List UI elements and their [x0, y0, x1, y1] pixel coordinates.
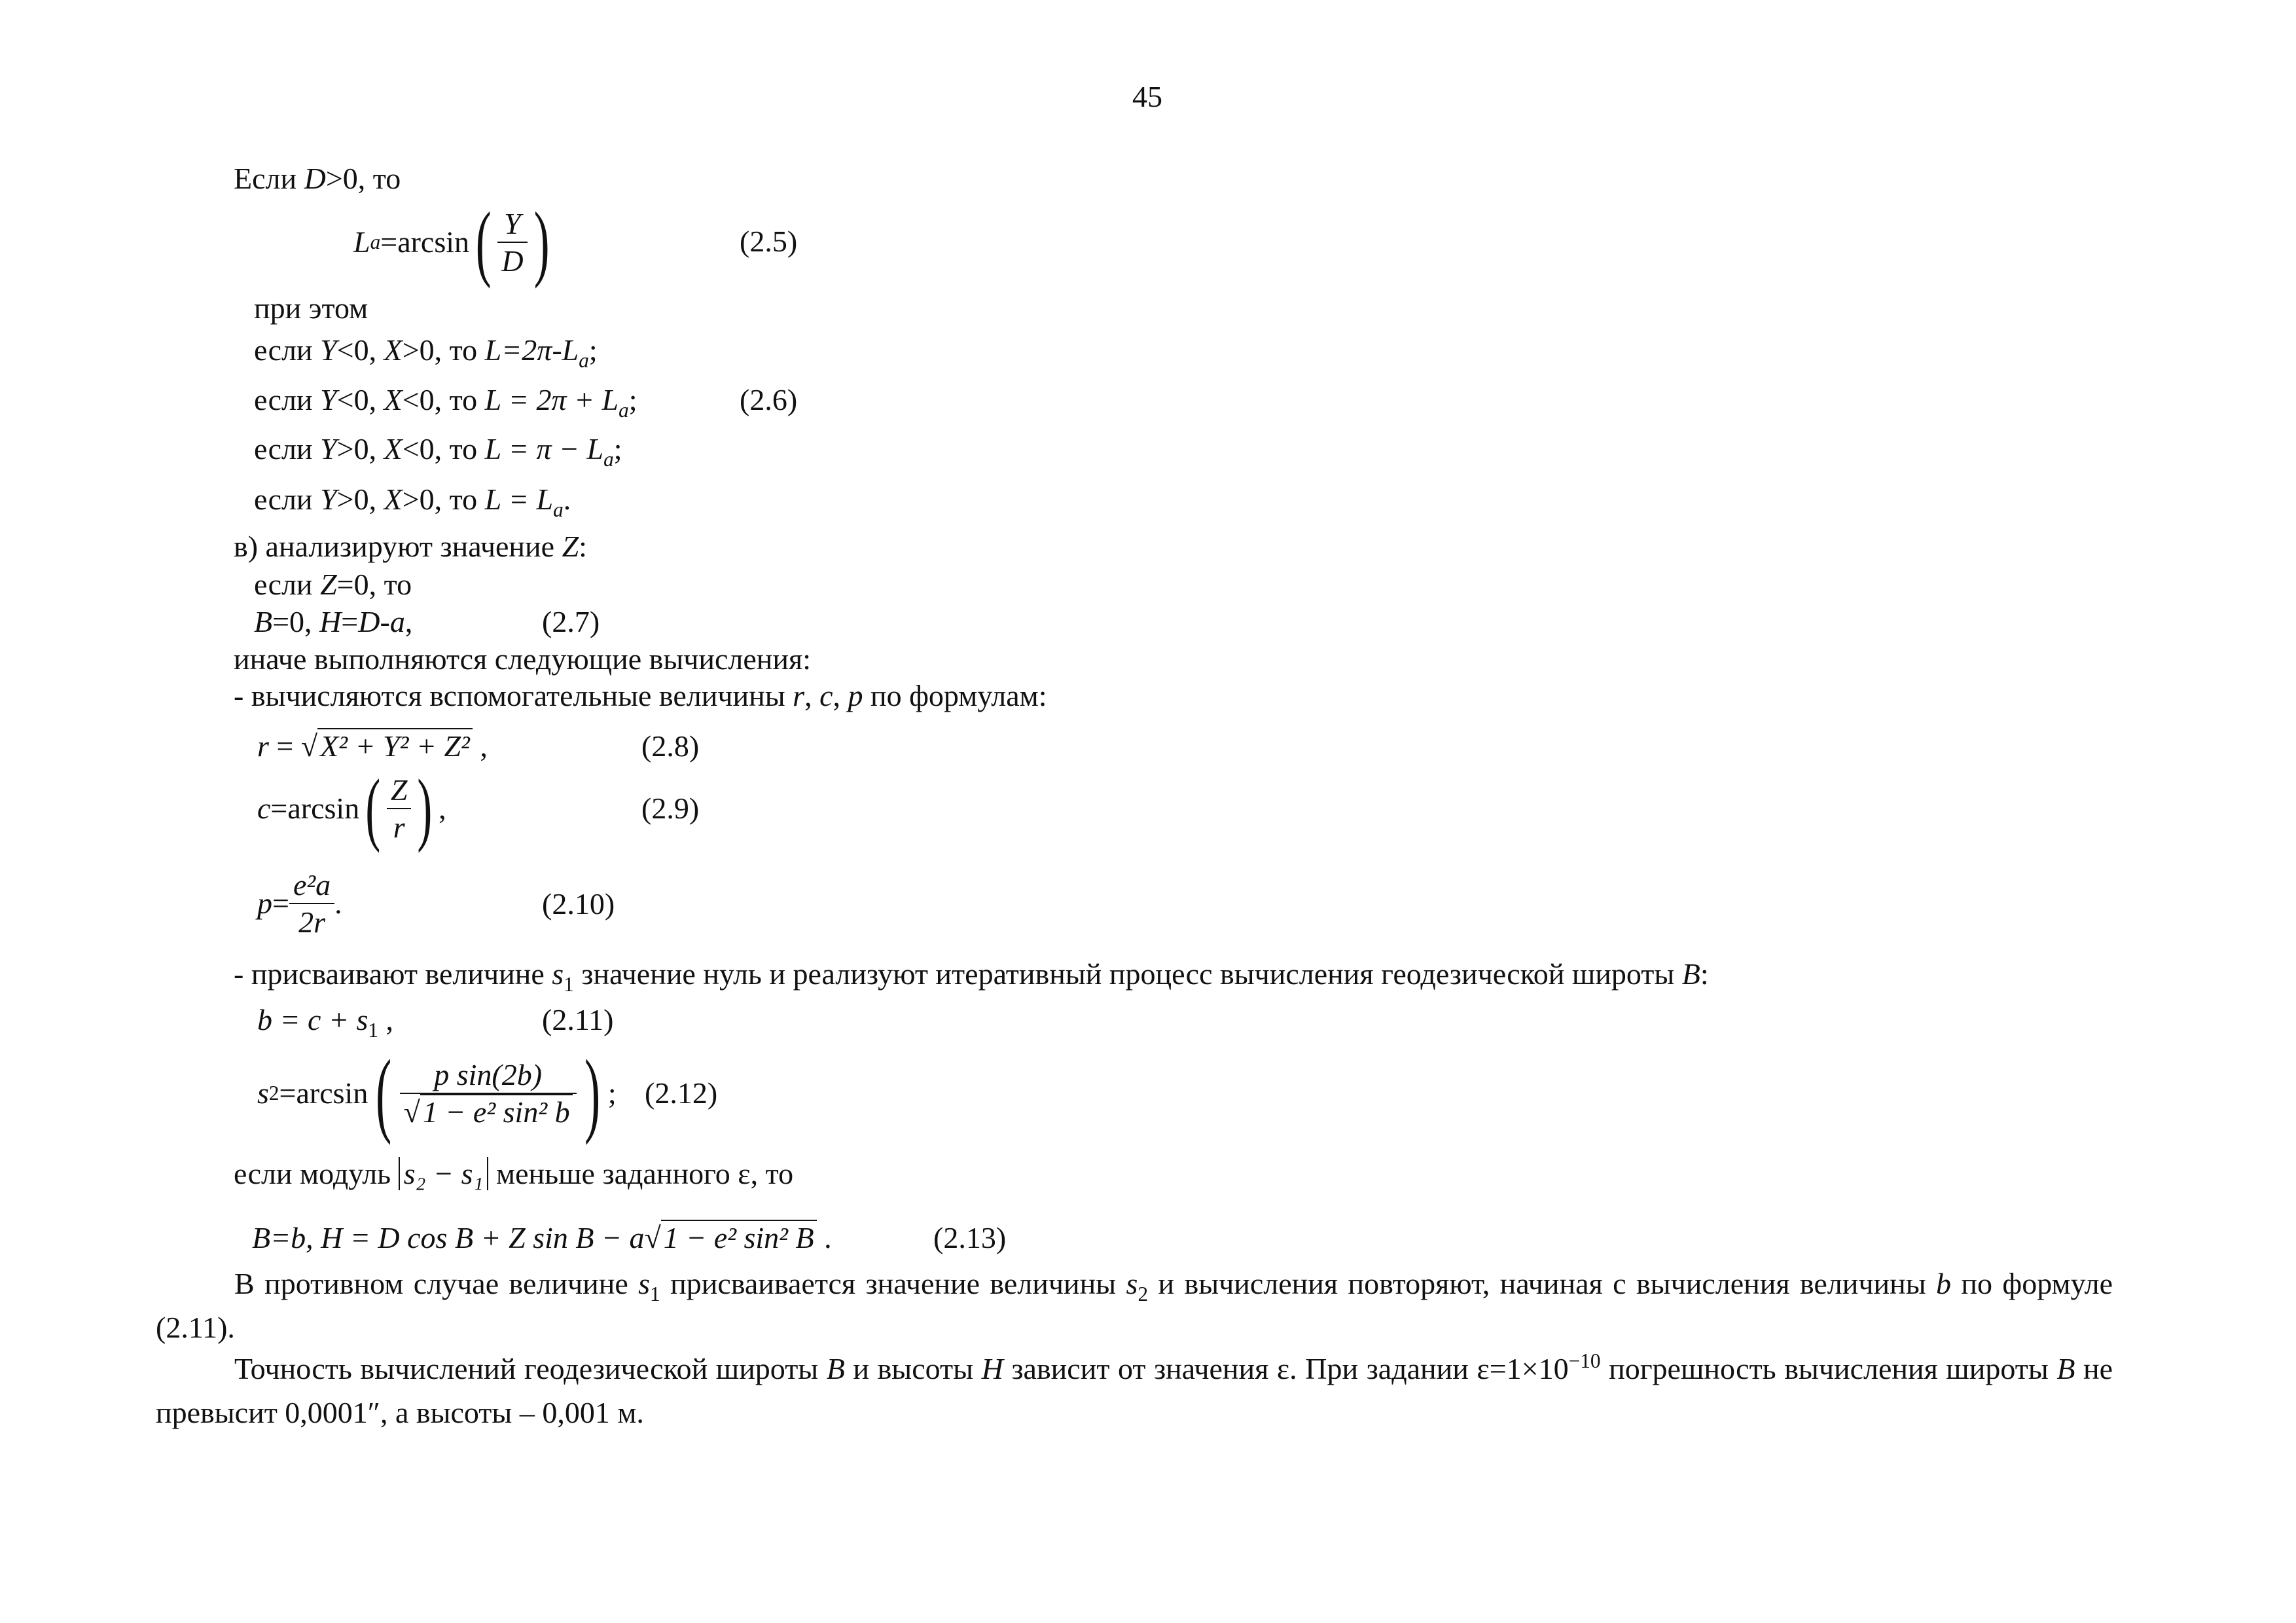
condition-line: Если D>0, то	[234, 162, 401, 195]
paragraph-accuracy: Точность вычислений геодезической широты B и высоты H зависит от значения ε. При задании $\varepsilon=1\times 10^{-10}$ погрешность вычисления широты B не превысит 0,0001″, а высоты – 0,001 м.	[156, 1349, 2113, 1429]
pri-etom: при этом	[254, 291, 368, 325]
equation-number-2-13: (2.13)	[933, 1221, 1007, 1254]
z-zero-line: если Z=0, то	[254, 568, 412, 601]
equation-2-7: B=0, H=D-a,	[254, 605, 413, 638]
sqrt-sign: √	[403, 1095, 420, 1129]
paragraph-otherwise: В противном случае величине $s_1$ присваивается значение величины $s_2$ и вычисления повторяют, начиная с вычисления величины b по формуле (2.11).	[156, 1267, 2113, 1344]
case-line-2: если Y<0, X<0, то $L = 2\pi + L_a$;	[254, 383, 637, 422]
equation-number-2-9: (2.9)	[641, 792, 700, 825]
convergence-condition: если модуль s₂ − s₁ меньше заданного ε, то	[234, 1157, 794, 1190]
equation-2-11: $b = c + s_1$ ,	[257, 1003, 394, 1042]
equation-number-2-7: (2.7)	[542, 605, 600, 638]
aux-quantities-line: - вычисляются вспомогательные величины r, c, p по формулам:	[234, 679, 1047, 712]
equation-number-2-10: (2.10)	[542, 887, 615, 921]
equation-number-2-6: (2.6)	[740, 383, 798, 416]
page-number: 45	[1132, 80, 1162, 113]
equation-number-2-11: (2.11)	[542, 1003, 614, 1036]
equation-2-12: s 2 = arcsin ( $\frac{\text{p sin(2b)}}{\text{√1 − e² sin² b}}$ ) ;	[257, 1040, 617, 1146]
equation-2-9: c = arcsin ( $\frac{Z}{r}$ ) ,	[257, 763, 446, 854]
equation-2-10: p = $\frac{\text{e²a}}{2r}$ .	[257, 867, 342, 939]
sqrt-sign: √	[644, 1221, 661, 1254]
equation-number-2-12: (2.12)	[645, 1076, 718, 1110]
equation-2-13: B=b, H = D cos B + Z sin B − a√1 − e² sin² B .	[252, 1221, 832, 1254]
sqrt-sign: √	[300, 729, 318, 763]
step-v-line: в) анализируют значение Z:	[234, 530, 587, 563]
inache-line: иначе выполняются следующие вычисления:	[234, 642, 811, 676]
equation-2-8: r = √X² + Y² + Z² ,	[257, 729, 488, 763]
equation-number-2-5: (2.5)	[740, 225, 798, 258]
case-line-1: если Y<0, X>0, то $L=2\pi-L_a$;	[254, 333, 598, 372]
case-line-4: если Y>0, X>0, то $L = L_a$.	[254, 483, 571, 521]
equation-number-2-8: (2.8)	[641, 729, 700, 763]
equation-2-5: L a = arcsin ( $\frac{Y}{D}$ )	[353, 195, 550, 289]
iteration-line: - присваивают величине $s_1$ значение нуль и реализуют итеративный процесс вычисления геодезической широты B:	[234, 957, 1709, 996]
case-line-3: если Y>0, X<0, то $L = \pi - L_a$;	[254, 432, 622, 471]
